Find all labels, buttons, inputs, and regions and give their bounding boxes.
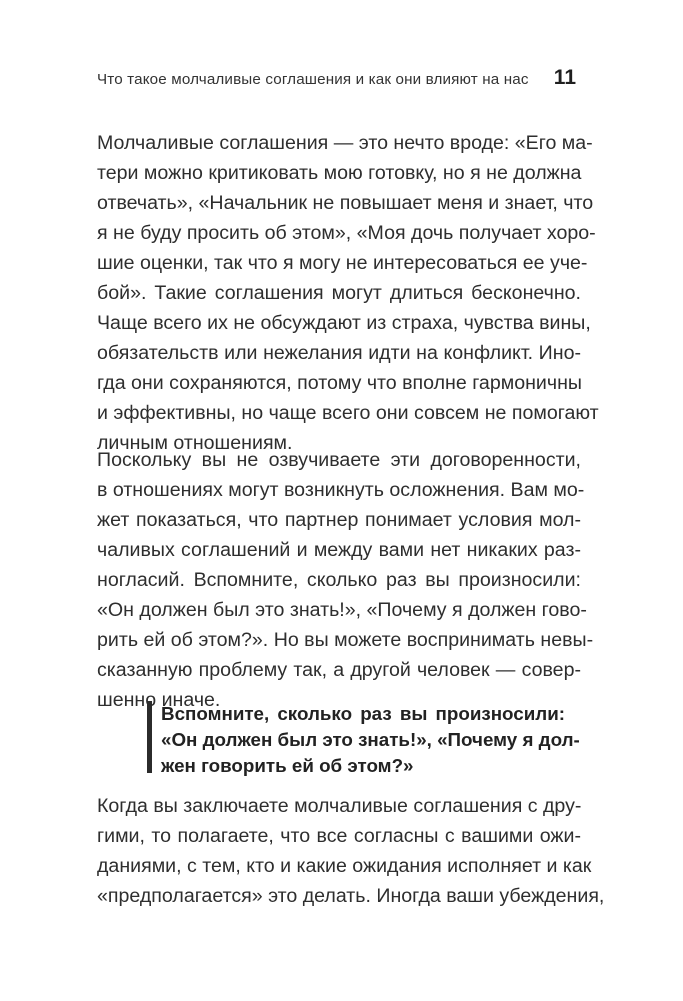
text-line: обязательств или нежелания идти на конфликт. Ино- [97,342,581,364]
pull-quote-text [161,701,580,779]
text-line: бой». Такие соглашения могут длиться бесконечно. [97,282,581,304]
text-line: в отношениях могут возникнуть осложнения. Вам мо- [97,479,585,501]
page-number: 11 [553,66,576,89]
pull-quote [147,701,580,776]
text-line: чаливых соглашений и между вами нет никаких раз- [97,539,581,561]
paragraph-1 [97,128,599,458]
paragraph-3 [97,791,605,911]
text-line: личным отношениям. [97,432,293,454]
text-line: «Он должен был это знать!», «Почему я должен гово- [97,599,587,621]
text-line: сказанную проблему так, а другой человек — совер- [97,659,581,681]
text-line: ногласий. Вспомните, сколько раз вы произносили: [97,569,581,591]
text-line: и эффективны, но чаще всего они совсем не помогают [97,402,599,424]
pull-quote-line: жен говорить ей об этом?» [161,755,414,776]
text-line: рить ей об этом?». Но вы можете воспринимать невы- [97,629,594,651]
text-line: я не буду просить об этом», «Моя дочь получает хоро- [97,222,596,244]
text-line: Когда вы заключаете молчаливые соглашения с дру- [97,795,582,817]
text-line: Поскольку вы не озвучиваете эти договоренности, [97,449,581,471]
text-line: гда они сохраняются, потому что вполне гармоничны [97,372,582,394]
running-header [97,66,576,94]
text-line: Молчаливые соглашения — это нечто вроде: «Его ма- [97,132,593,154]
pull-quote-line: Вспомните, сколько раз вы произносили: [161,703,565,724]
text-line: даниями, с тем, кто и какие ожидания исполняет и как [97,855,592,877]
text-line: шенно иначе. [97,689,221,711]
text-line: тери можно критиковать мою готовку, но я не должна [97,162,582,184]
text-line: гими, то полагаете, что все согласны с вашими ожи- [97,825,581,847]
text-line: шие оценки, так что я могу не интересоваться ее уче- [97,252,588,274]
text-line: жет показаться, что партнер понимает условия мол- [97,509,581,531]
text-line: отвечать», «Начальник не повышает меня и знает, что [97,192,594,214]
pull-quote-line: «Он должен был это знать!», «Почему я дол- [161,729,580,750]
running-title: Что такое молчаливые соглашения и как они влияют на нас [97,71,529,88]
text-line: «предполагается» это делать. Иногда ваши убеждения, [97,885,605,907]
paragraph-2 [97,445,594,715]
text-line: Чаще всего их не обсуждают из страха, чувства вины, [97,312,591,334]
